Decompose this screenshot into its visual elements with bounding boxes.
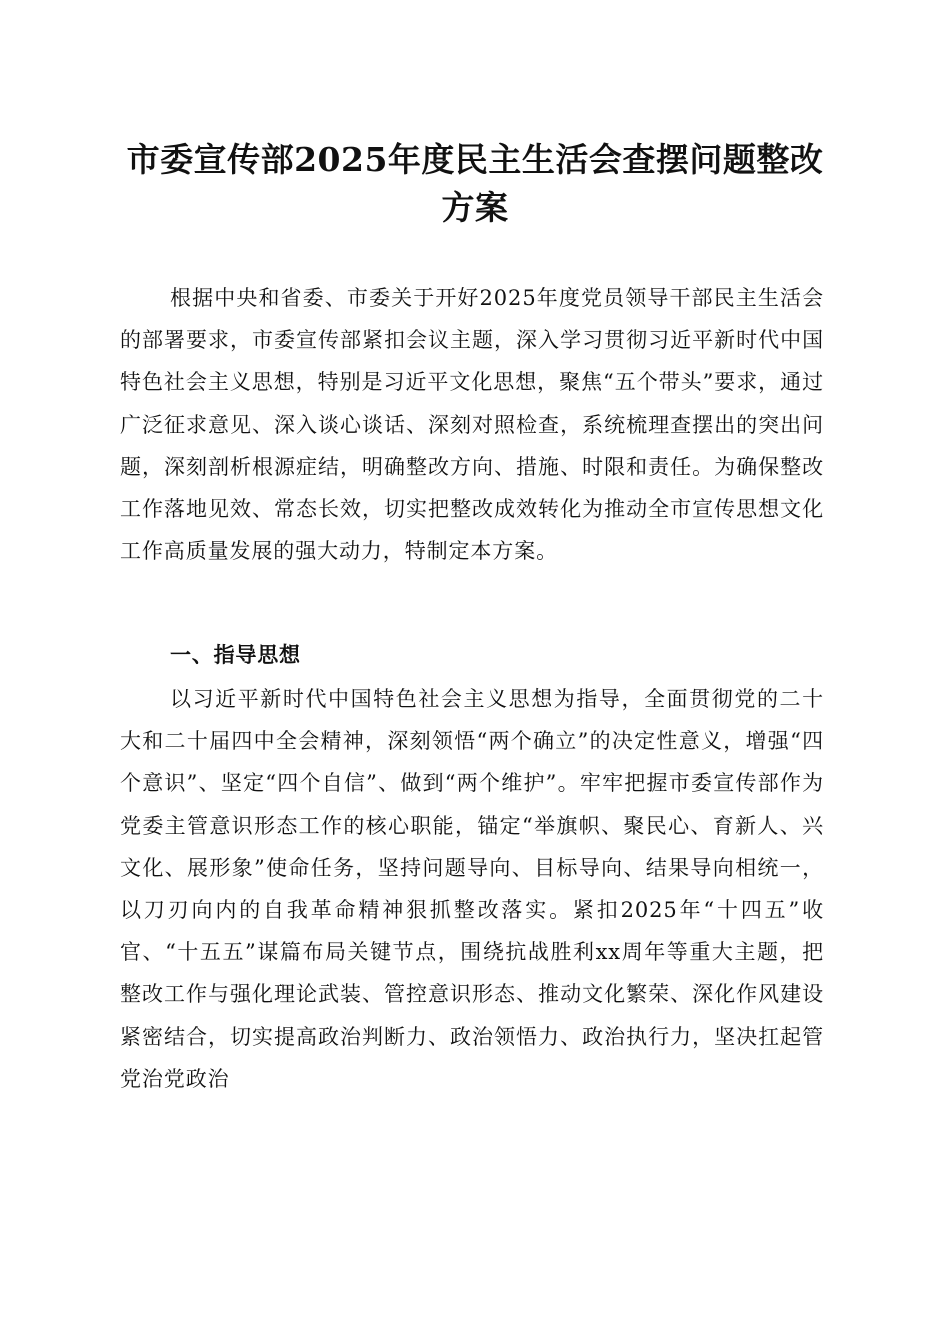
intro-paragraph: 根据中央和省委、市委关于开好2025年度党员领导干部民主生活会的部署要求，市委宣传部紧扣会议主题，深入学习贯彻习近平新时代中国特色社会主义思想，特别是习近平文化思想，聚焦“五个带头”要求，通过广泛征求意见、深入谈心谈话、深刻对照检查，系统梳理查摆出的突出问题，深刻剖析根源症结，明确整改方向、措施、时限和责任。为确保整改工作落地见效、常态长效，切实把整改成效转化为推动全市宣传思想文化工作高质量发展的强大动力，特制定本方案。 — [120, 286, 824, 564]
document-title: 市委宣传部2025年度民主生活会查摆问题整改方案 — [126, 140, 824, 227]
section-heading-guiding-ideology: 一、指导思想 — [170, 643, 301, 667]
section-paragraph-guiding-ideology: 以习近平新时代中国特色社会主义思想为指导，全面贯彻党的二十大和二十届四中全会精神，深刻领悟“两个确立”的决定性意义，增强“四个意识”、坚定“四个自信”、做到“两个维护”。牢牢把握市委宣传部作为党委主管意识形态工作的核心职能，锚定“举旗帜、聚民心、育新人、兴文化、展形象”使命任务，坚持问题导向、目标导向、结果导向相统一，以刀刃向内的自我革命精神狠抓整改落实。紧扣2025年“十四五”收官、“十五五”谋篇布局关键节点，围绕抗战胜利xx周年等重大主题，把整改工作与强化理论武装、管控意识形态、推动文化繁荣、深化作风建设紧密结合，切实提高政治判断力、政治领悟力、政治执行力，坚决扛起管党治党政治 — [120, 687, 824, 1091]
